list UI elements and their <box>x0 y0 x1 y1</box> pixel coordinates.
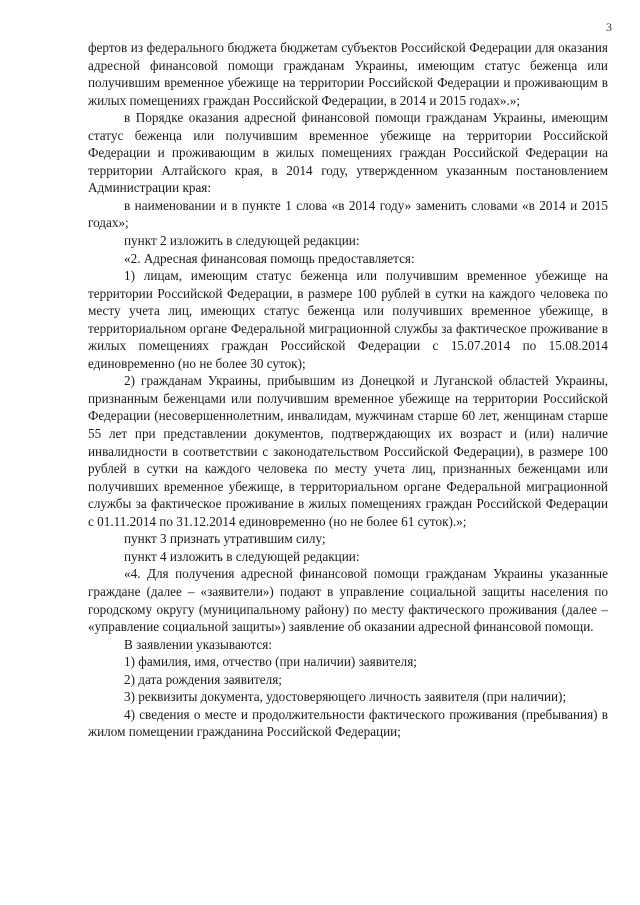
paragraph-application-contents: В заявлении указываются: <box>124 636 272 652</box>
paragraph-continuation: фертов из федерального бюджета бюджетам субъектов Российской Федерации для оказания адресной финансовой помощи гражданам Украины, имеющим статус беженца или получившим временное убежище на территории Российской Федерации и проживающим в жилых помещениях граждан Российской Федерации, в 2014 и 2015 годах».»; <box>88 40 608 108</box>
paragraph-item2-sub1: 1) лицам, имеющим статус беженца или получившим временное убежище на территории Российской Федерации, в размере 100 рублей в сутки на каждого человека по месту учета лиц, имеющих статус беженца или получивших временное убежище, в территориальном органе Федеральной миграционной службы за фактическое проживание в жилых помещениях граждан Российской Федерации с 15.07.2014 по 15.08.2014 единовременно (но не более 30 суток); <box>88 268 608 371</box>
paragraph-title-change: в наименовании и в пункте 1 слова «в 2014 году» заменить словами «в 2014 и 2015 годах»; <box>88 197 608 231</box>
paragraph-list-item-2: 2) дата рождения заявителя; <box>124 671 282 687</box>
paragraph-item4-text: «4. Для получения адресной финансовой помощи гражданам Украины указанные граждане (далее – «заявители») подают в управление социальной защиты населения по городскому округу (муниципальному району) по месту фактического проживания (далее – «управление социальной защиты») заявление об оказании адресной финансовой помощи. <box>88 566 608 635</box>
paragraph-item4-intro: пункт 4 изложить в следующей редакции: <box>124 548 360 564</box>
paragraph-item2-intro: пункт 2 изложить в следующей редакции: <box>124 233 360 249</box>
paragraph-item2-sub2: 2) гражданам Украины, прибывшим из Донецкой и Луганской областей Украины, признанным беженцами или получившим временное убежище на территории Российской Федерации (несовершеннолетним, инвалидам, мужчинам старше 60 лет, женщинам старше 55 лет при представлении документов, подтверждающих их возраст и (или) наличие инвалидности в соответствии с законодательством Российской Федерации), в размере 100 рублей в сутки на каждого человека по месту учета лиц, признанных беженцами или получивших временное убежище, в территориальном органе Федеральной миграционной службы за фактическое проживание в жилых помещениях граждан Российской Федерации с 01.11.2014 по 31.12.2014 единовременно (но не более 61 суток).»; <box>88 373 608 529</box>
paragraph-list-item-1: 1) фамилия, имя, отчество (при наличии) заявителя; <box>124 654 417 670</box>
document-body <box>88 39 608 741</box>
paragraph-procedure-amendment: в Порядке оказания адресной финансовой помощи гражданам Украины, имеющим статус беженца или получившим временное убежище на территории Российской Федерации и проживающим в жилых помещениях граждан Российской Федерации на территории Алтайского края, в 2014 году, утвержденном указанным постановлением Администрации края: <box>88 110 608 196</box>
page-number: 3 <box>606 20 612 34</box>
paragraph-list-item-3: 3) реквизиты документа, удостоверяющего личность заявителя (при наличии); <box>124 689 567 705</box>
paragraph-list-item-4: 4) сведения о месте и продолжительности фактического проживания (пребывания) в жилом помещении гражданина Российской Федерации; <box>88 706 608 740</box>
paragraph-item2-heading: «2. Адресная финансовая помощь предоставляется: <box>124 250 415 266</box>
paragraph-item3-repeal: пункт 3 признать утратившим силу; <box>124 531 326 547</box>
